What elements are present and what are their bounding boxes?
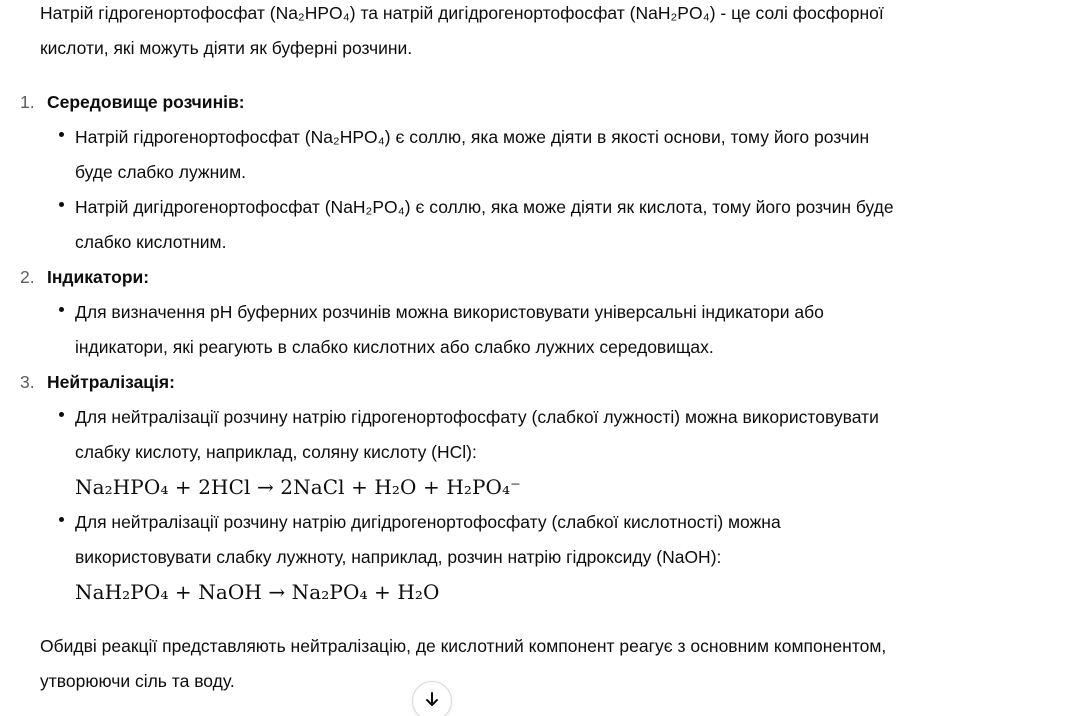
bullet-item — [75, 295, 900, 365]
scroll-to-bottom-button[interactable] — [412, 681, 452, 716]
bullet-item — [75, 505, 900, 610]
bullet-text: Для нейтралізації розчину натрію гідрогенортофосфату (слабкої лужності) можна використовувати слабку кислоту, наприклад, соляну кислоту (HCl): — [75, 407, 879, 462]
bullet-dot-icon — [59, 132, 64, 137]
step-heading — [20, 260, 900, 295]
step-title: Індикатори: — [47, 267, 150, 287]
bullet-dot-icon — [59, 412, 64, 417]
step-number: 2. — [20, 267, 35, 287]
chemical-equation: NaH₂PO₄ + NaOH → Na₂PO₄ + H₂O — [75, 580, 440, 604]
step-heading — [20, 85, 900, 120]
bullet-text: Натрій гідрогенортофосфат (Na₂HPO₄) є соллю, яка може діяти в якості основи, тому його розчин буде слабко лужним. — [75, 127, 870, 182]
list-item — [20, 85, 900, 260]
bullet-item — [75, 120, 900, 190]
bullet-list — [40, 400, 900, 610]
step-number: 1. — [20, 92, 35, 112]
intro-paragraph: Натрій гідрогенортофосфат (Na₂HPO₄) та натрій дигідрогенортофосфат (NaH₂PO₄) - це солі фосфорної кислоти, які можуть діяти як буферні розчини. — [40, 3, 884, 58]
list-item — [20, 260, 900, 365]
bullet-item — [75, 190, 900, 260]
bullet-dot-icon — [59, 517, 64, 522]
bullet-dot-icon — [59, 202, 64, 207]
step-heading — [20, 365, 900, 400]
step-title: Середовище розчинів: — [47, 92, 245, 112]
list-item — [20, 365, 900, 610]
outro-paragraph: Обидві реакції представляють нейтралізацію, де кислотний компонент реагує з основним компонентом, утворюючи сіль та воду. — [40, 636, 887, 691]
bullet-text: Для визначення pH буферних розчинів можна використовувати універсальні індикатори або індикатори, які реагують в слабко кислотних або слабко лужних середовищах. — [75, 302, 824, 357]
bullet-text: Для нейтралізації розчину натрію дигідрогенортофосфату (слабкої кислотності) можна використовувати слабку лужноту, наприклад, розчин натрію гідроксиду (NaOH): — [75, 512, 781, 567]
step-number: 3. — [20, 372, 35, 392]
bullet-item — [75, 400, 900, 505]
arrow-down-icon — [423, 690, 441, 708]
chemical-equation: Na₂HPO₄ + 2HCl → 2NaCl + H₂O + H₂PO₄⁻ — [75, 475, 521, 499]
message-content — [20, 0, 900, 699]
steps-list — [20, 85, 900, 610]
step-title: Нейтралізація: — [47, 372, 175, 392]
bullet-dot-icon — [59, 307, 64, 312]
bullet-list — [40, 295, 900, 365]
bullet-text: Натрій дигідрогенортофосфат (NaH₂PO₄) є соллю, яка може діяти як кислота, тому його розчин буде слабко кислотним. — [75, 197, 894, 252]
bullet-list — [40, 120, 900, 260]
